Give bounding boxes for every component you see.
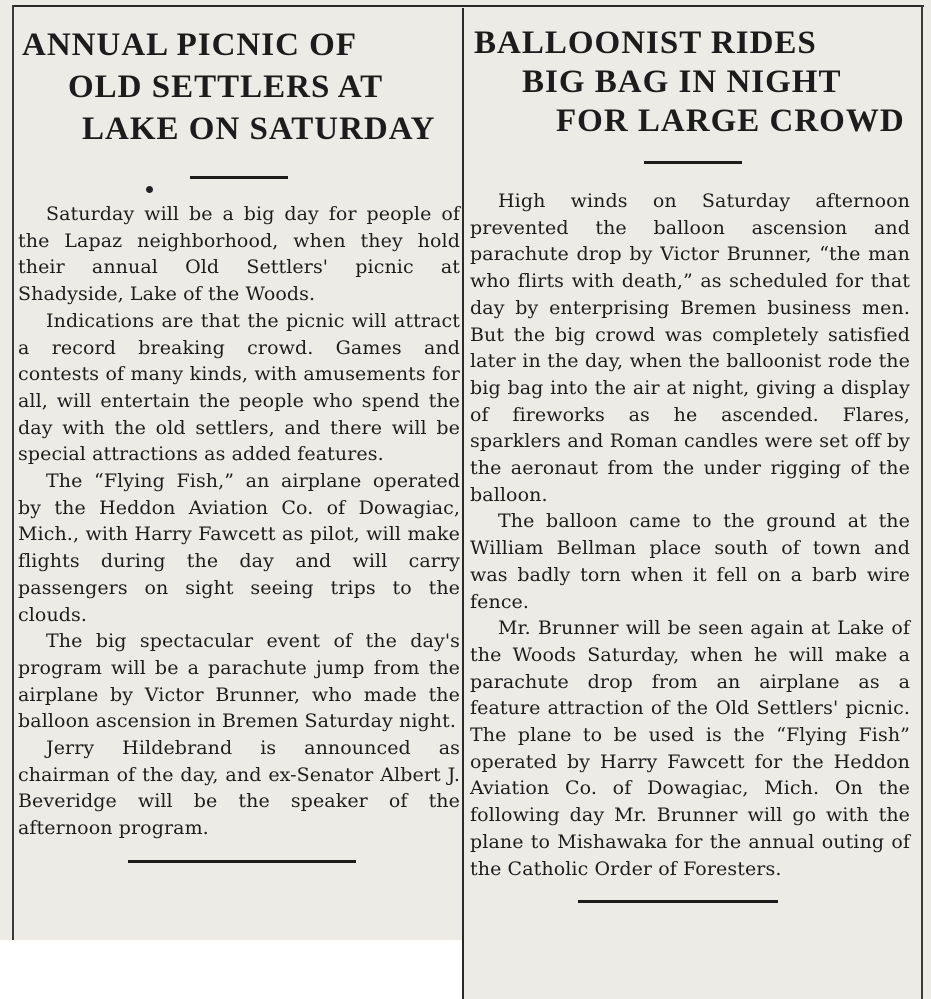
article-paragraph: Mr. Brunner will be seen again at Lake of the Woods Saturday, when he will make a parachute drop from an airplane as a feature attraction of the Old Settlers' picnic. The plane to be used is the “Flying Fish” operated by Harry Fawcett for the Heddon Aviation Co. of Dowagiac, Mich. On the following day Mr. Brunner will go with the plane to Mishawaka for the annual outing of the Catholic Order of Foresters. (470, 617, 910, 880)
left-column-rule (12, 5, 14, 940)
headline-line: FOR LARGE CROWD (556, 103, 905, 139)
article-end-rule (578, 900, 778, 903)
headline (470, 24, 914, 141)
article-paragraph: Saturday will be a big day for people of the Lapaz neighborhood, when they hold their annual Old Settlers' picnic at Shadyside, Lake of the Woods. (18, 203, 460, 306)
headline-line: BIG BAG IN NIGHT (522, 64, 842, 100)
article-paragraph: Jerry Hildebrand is announced as chairman of the day, and ex-Senator Albert J. Beveridge will be the speaker of the afternoon program. (18, 737, 460, 840)
headline-dash (190, 176, 288, 179)
article-balloonist (470, 24, 914, 903)
article-paragraph: The “Flying Fish,” an airplane operated by the Heddon Aviation Co. of Dowagiac, Mich., with Harry Fawcett as pilot, will make flights during the day and will carry passengers on sight seeing trips to the clouds. (18, 470, 460, 626)
headline (18, 24, 460, 150)
headline-line: LAKE ON SATURDAY (82, 111, 436, 147)
headline-line: ANNUAL PICNIC OF (22, 27, 358, 63)
article-end-rule (128, 860, 356, 863)
headline-dash (644, 161, 742, 164)
article-old-settlers-picnic (18, 24, 460, 863)
article-paragraph: The balloon came to the ground at the William Bellman place south of town and was badly torn when it fell on a barb wire fence. (470, 510, 910, 613)
article-paragraph: The big spectacular event of the day's program will be a parachute jump from the airplane by Victor Brunner, who made the balloon ascension in Bremen Saturday night. (18, 630, 460, 733)
column-divider (462, 8, 464, 999)
newspaper-page-extension (462, 940, 931, 999)
top-rule (14, 5, 924, 7)
article-paragraph: Indications are that the picnic will attract a record breaking crowd. Games and contests of many kinds, with amusements for all, will entertain the people who spend the day with the old settlers, and there will be special attractions as added features. (18, 309, 460, 466)
headline-line: OLD SETTLERS AT (68, 69, 384, 105)
headline-line: BALLOONIST RIDES (474, 25, 817, 61)
article-paragraph: High winds on Saturday afternoon prevented the balloon ascension and parachute drop by Victor Brunner, “the man who flirts with death,” as scheduled for that day by enterprising Bremen business men. But the big crowd was completely satisfied later in the day, when the balloonist rode the big bag into the air at night, giving a display of fireworks as he ascended. Flares, sparklers and Roman candles were set off by the aeronaut from the under rigging of the balloon. (470, 190, 910, 506)
right-column-rule (921, 5, 923, 999)
